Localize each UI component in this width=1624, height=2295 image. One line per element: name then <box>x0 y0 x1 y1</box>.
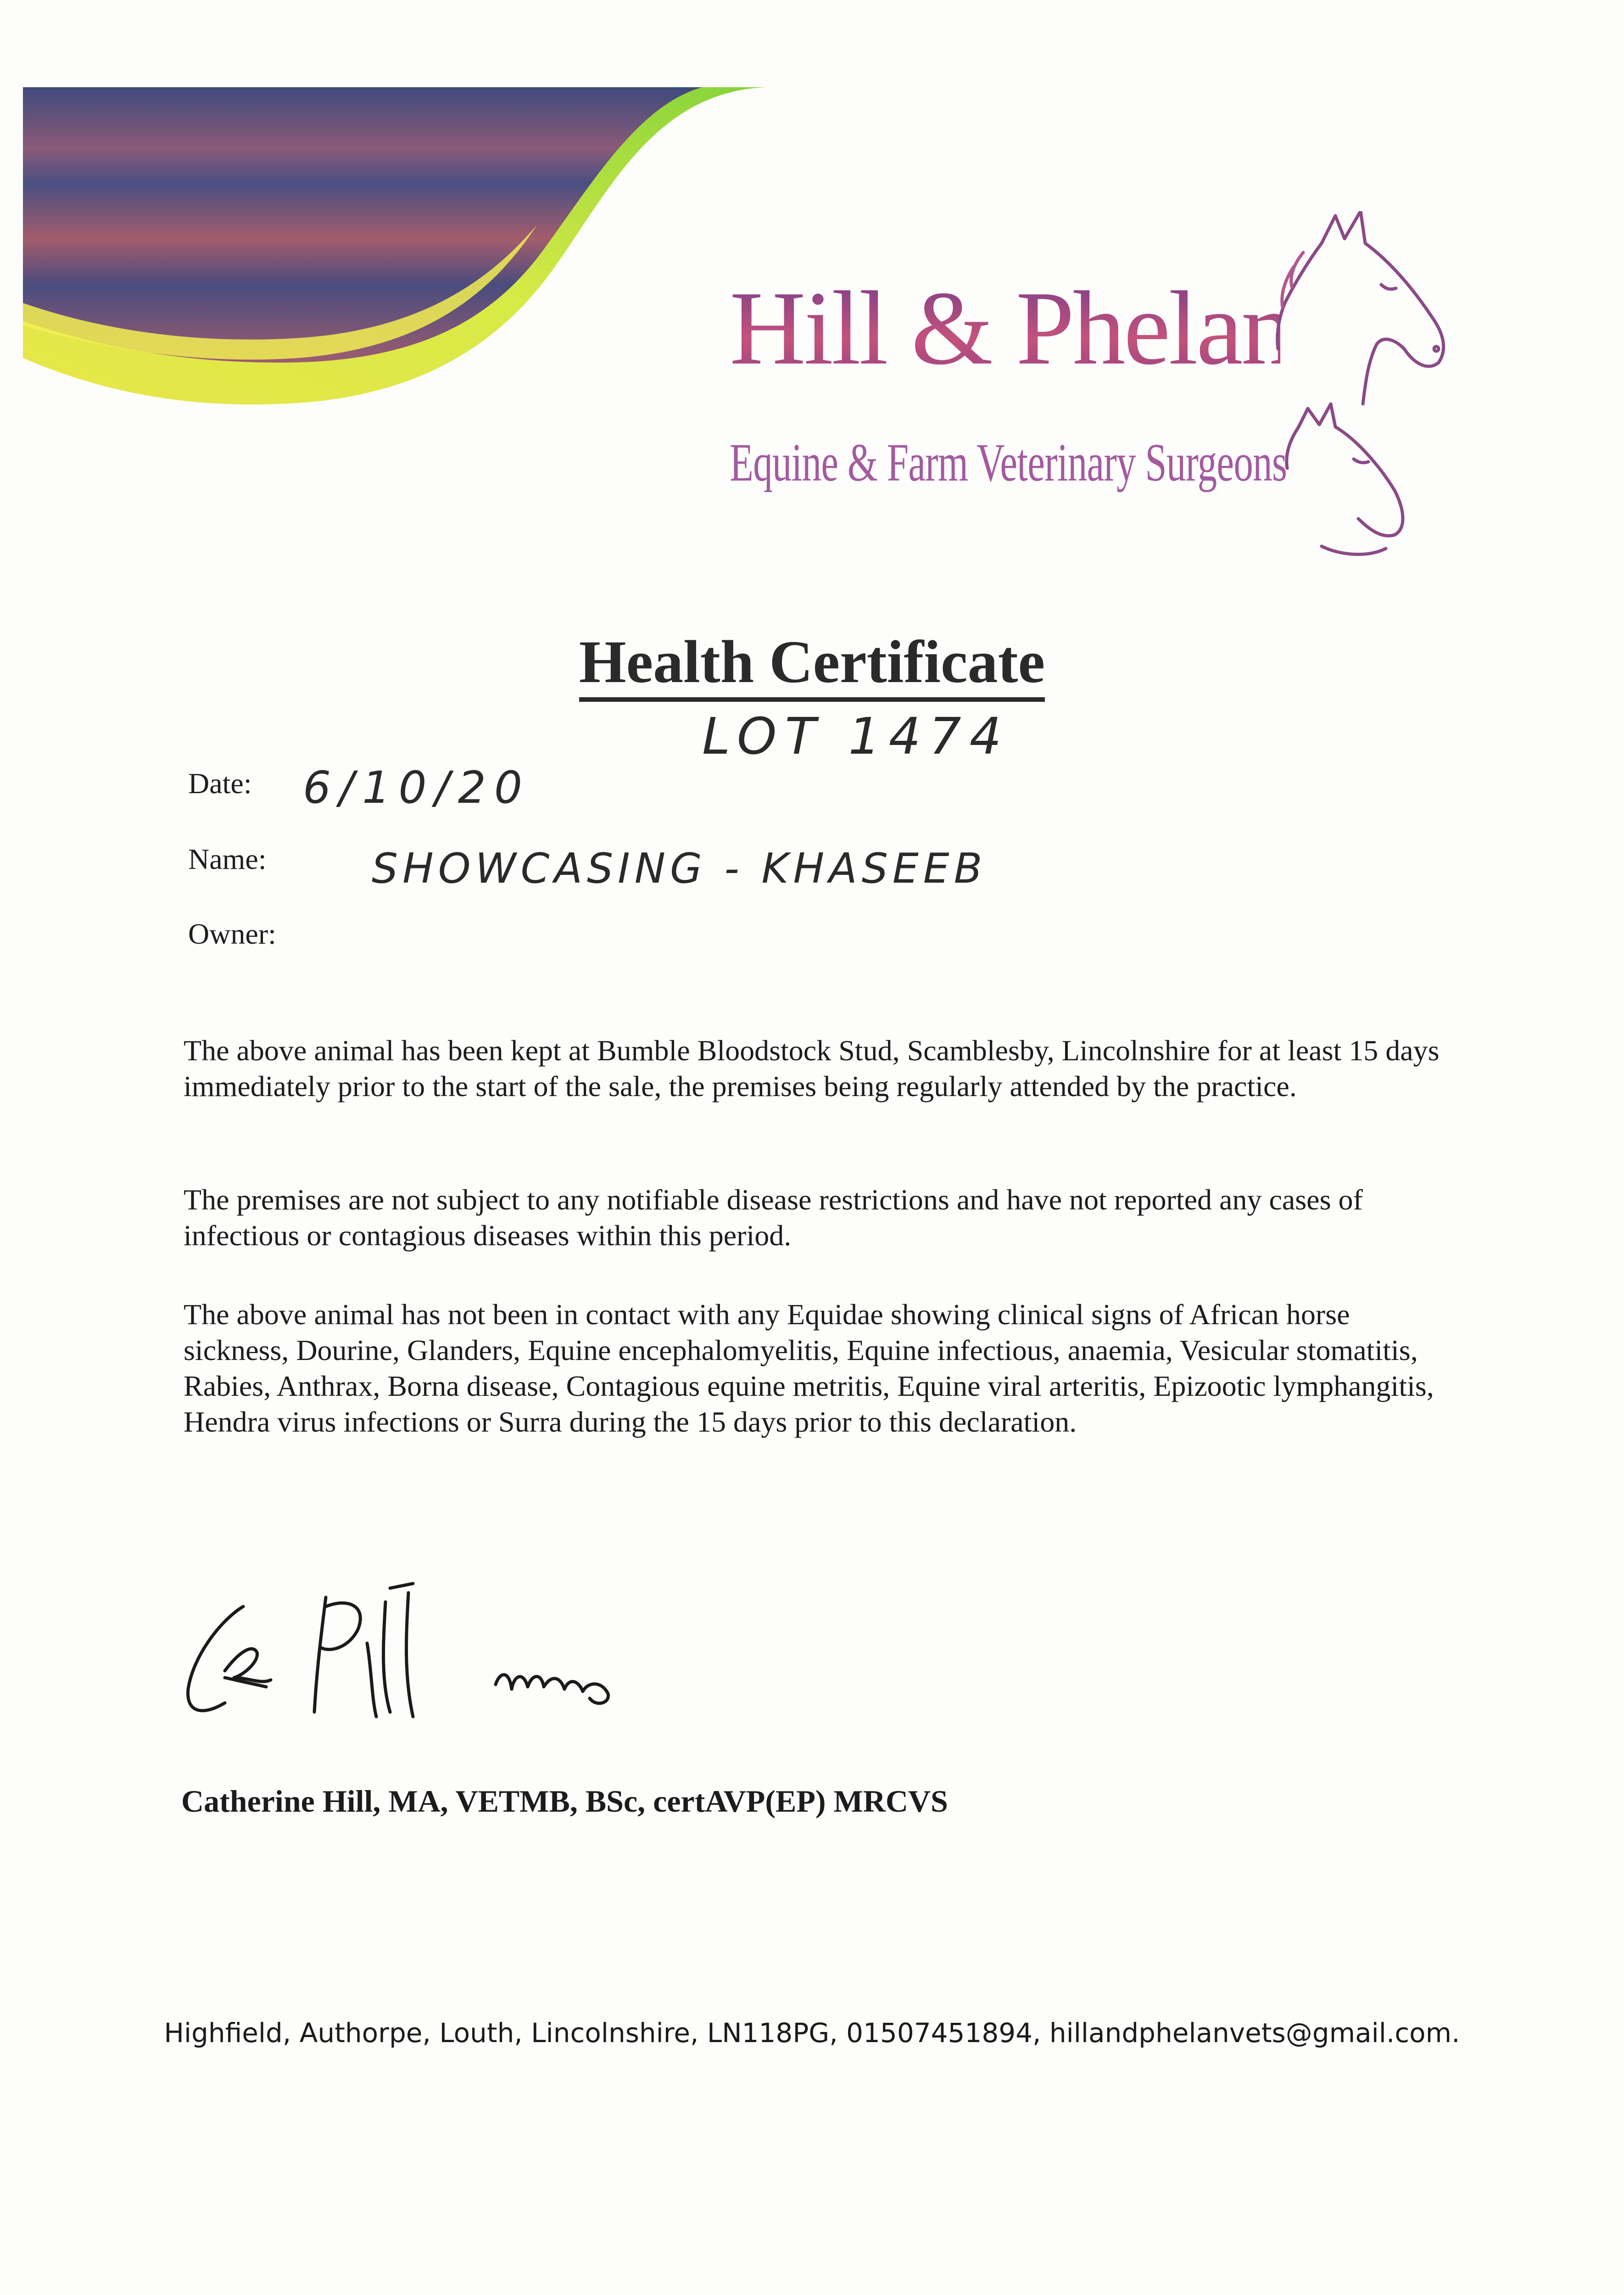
horse-logo-icon <box>1267 211 1459 560</box>
owner-label: Owner: <box>188 918 276 950</box>
paragraph-contact-declaration: The above animal has not been in contact with any Equidae showing clinical signs of African horse sickness, Dourine, Glanders, Equine encephalomyelitis, Equine infectious, anaemia, Vesicular stomatitis, Rabies, Anthrax, Borna disease, Contagious equine metritis, Equine viral arteritis, Epizootic lymphangitis, Hendra virus infections or Surra during the 15 days prior to this declaration. <box>184 1298 1434 1438</box>
footer-contact: Highfield, Authorpe, Louth, Lincolnshire, LN118PG, 01507451894, hillandphelanvets@gmail.com. <box>164 2017 1460 2049</box>
date-label: Date: <box>188 767 252 800</box>
brand-name: Hill & Phelan <box>730 269 1292 386</box>
brand-subtitle: Equine & Farm Veterinary Surgeons <box>730 432 1287 493</box>
name-value: SHOWCASING - KHASEEB <box>372 845 987 893</box>
lot-number: LOT 1474 <box>702 707 1010 766</box>
document-title: Health Certificate <box>0 627 1624 697</box>
signer-name: Catherine Hill, MA, VETMB, BSc, certAVP(EP) MRCVS <box>181 1784 948 1819</box>
paragraph-premises: The above animal has been kept at Bumble Bloodstock Stud, Scamblesby, Lincolnshire for at least 15 days immediately prior to the start of the sale, the premises being regularly attended by the practice. <box>184 1034 1440 1103</box>
date-value: 6/10/20 <box>303 762 531 813</box>
brand-block <box>730 269 1292 493</box>
name-label: Name: <box>188 843 267 875</box>
signature <box>174 1579 734 1735</box>
paragraph-restrictions: The premises are not subject to any notifiable disease restrictions and have not reported any cases of infectious or contagious diseases within this period. <box>184 1183 1363 1252</box>
letterhead-banner <box>23 87 766 418</box>
